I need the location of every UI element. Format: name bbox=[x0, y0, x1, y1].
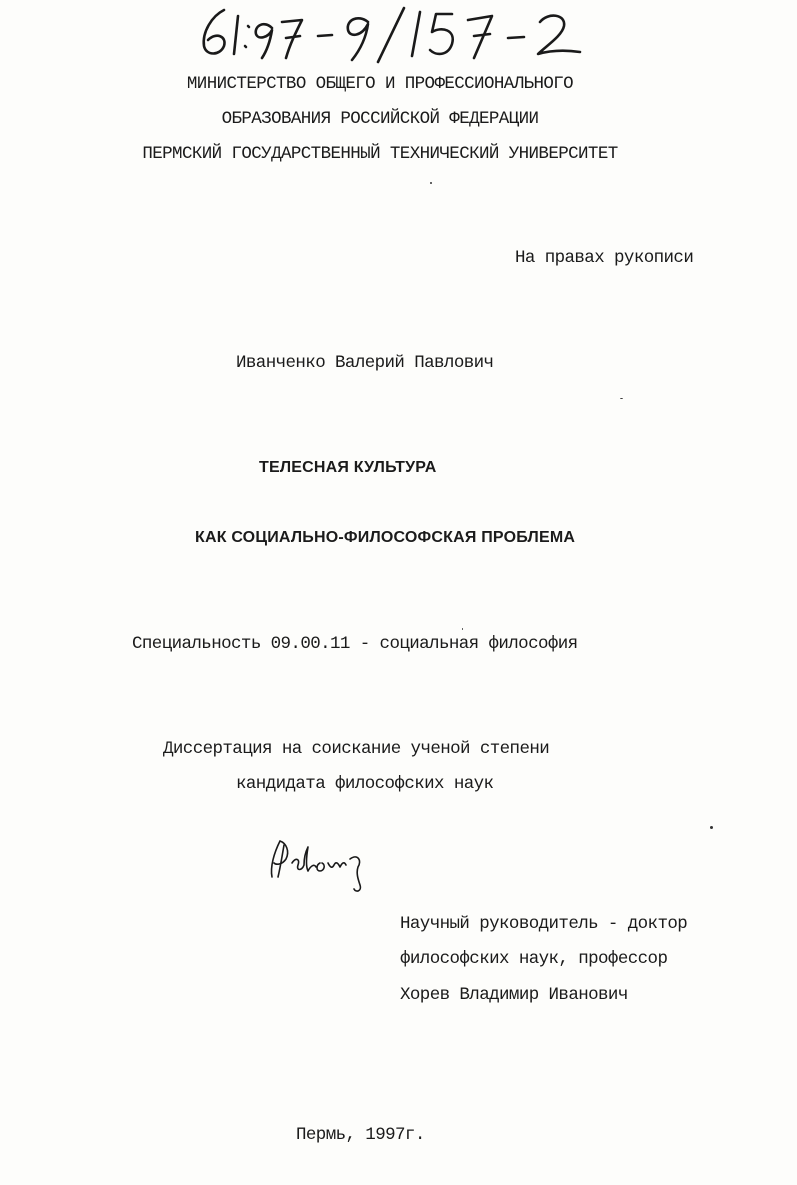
title-line-2: КАК СОЦИАЛЬНО-ФИЛОСОФСКАЯ ПРОБЛЕМА bbox=[195, 529, 576, 546]
city-year: Пермь, 1997г. bbox=[296, 1125, 425, 1145]
ministry-line-2: ОБРАЗОВАНИЯ РОССИЙСКОЙ ФЕДЕРАЦИИ bbox=[221, 109, 539, 129]
scan-speck bbox=[710, 826, 713, 829]
specialty: Специальность 09.00.11 - социальная философия bbox=[132, 634, 578, 654]
scan-speck bbox=[620, 398, 623, 399]
title-line-1: ТЕЛЕСНАЯ КУЛЬТУРА bbox=[259, 459, 437, 476]
author-name: Иванченко Валерий Павлович bbox=[236, 353, 494, 373]
degree-line-2: кандидата философских наук bbox=[236, 774, 494, 794]
supervisor-line-2: философских наук, профессор bbox=[400, 949, 668, 969]
scan-speck bbox=[430, 182, 432, 184]
handwritten-archive-code bbox=[190, 2, 610, 64]
handwritten-signature bbox=[262, 833, 382, 895]
manuscript-note: На правах рукописи bbox=[515, 248, 694, 268]
scan-speck bbox=[462, 628, 463, 630]
supervisor-line-1: Научный руководитель - доктор bbox=[400, 914, 688, 934]
ministry-line-1: МИНИСТЕРСТВО ОБЩЕГО И ПРОФЕССИОНАЛЬНОГО bbox=[186, 74, 574, 94]
degree-line-1: Диссертация на соискание ученой степени bbox=[163, 739, 550, 759]
supervisor-name: Хорев Владимир Иванович bbox=[400, 985, 628, 1005]
university-name: ПЕРМСКИЙ ГОСУДАРСТВЕННЫЙ ТЕХНИЧЕСКИЙ УНИВЕРСИТЕТ bbox=[142, 144, 618, 164]
